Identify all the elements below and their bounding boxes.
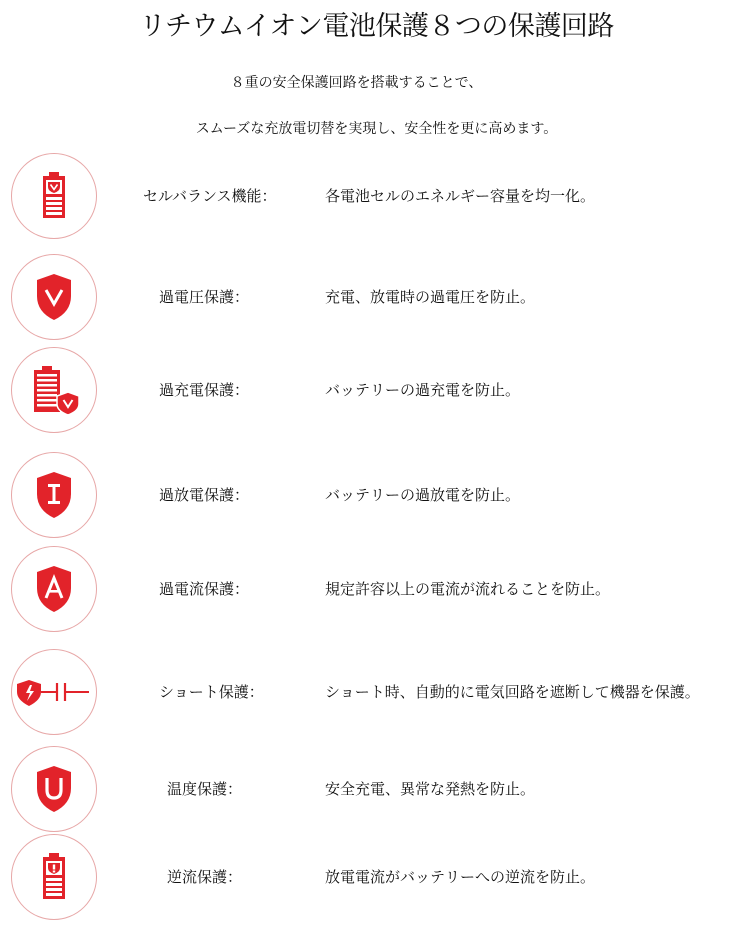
- short-circuit-icon: [11, 649, 97, 735]
- protection-description: バッテリーの過放電を防止。: [325, 486, 521, 504]
- battery-reverse-icon: [11, 834, 97, 920]
- protection-item-reverse-current: [0, 834, 753, 924]
- protection-label: 過放電保護：: [159, 486, 250, 504]
- intro-line-2: スムーズな充放電切替を実現し、安全性を更に高めます。: [195, 121, 558, 137]
- protection-description: 各電池セルのエネルギー容量を均一化。: [325, 187, 596, 205]
- protection-label: 温度保護：: [167, 780, 243, 798]
- protection-label: 逆流保護：: [167, 868, 243, 886]
- protection-item-temperature: [0, 746, 753, 836]
- protection-label: ショート保護：: [159, 683, 264, 701]
- intro-line-1: ８重の安全保護回路を搭載することで、: [230, 75, 483, 91]
- protection-item-cell-balance: [0, 153, 753, 243]
- protection-item-over-voltage: [0, 254, 753, 344]
- battery-full-shield-icon: [11, 347, 97, 433]
- protection-description: バッテリーの過充電を防止。: [325, 381, 521, 399]
- battery-check-icon: [11, 153, 97, 239]
- protection-description: 放電電流がバッテリーへの逆流を防止。: [325, 868, 596, 886]
- protection-item-over-charge: [0, 347, 753, 437]
- protection-item-short-circuit: [0, 649, 753, 739]
- shield-v-icon: [11, 254, 97, 340]
- protection-label: セルバランス機能：: [143, 187, 277, 205]
- protection-item-over-current: [0, 546, 753, 636]
- shield-u-icon: [11, 746, 97, 832]
- protection-description: 安全充電、異常な発熱を防止。: [325, 780, 536, 798]
- protection-description: 充電、放電時の過電圧を防止。: [325, 288, 536, 306]
- protection-label: 過電圧保護：: [159, 288, 250, 306]
- protection-item-over-discharge: [0, 452, 753, 542]
- shield-a-icon: [11, 546, 97, 632]
- protection-description: ショート時、自動的に電気回路を遮断して機器を保護。: [325, 683, 700, 701]
- page-title: リチウムイオン電池保護８つの保護回路: [139, 11, 614, 42]
- protection-label: 過電流保護：: [159, 580, 250, 598]
- protection-description: 規定許容以上の電流が流れることを防止。: [325, 580, 611, 598]
- shield-i-icon: [11, 452, 97, 538]
- protection-label: 過充電保護：: [159, 381, 250, 399]
